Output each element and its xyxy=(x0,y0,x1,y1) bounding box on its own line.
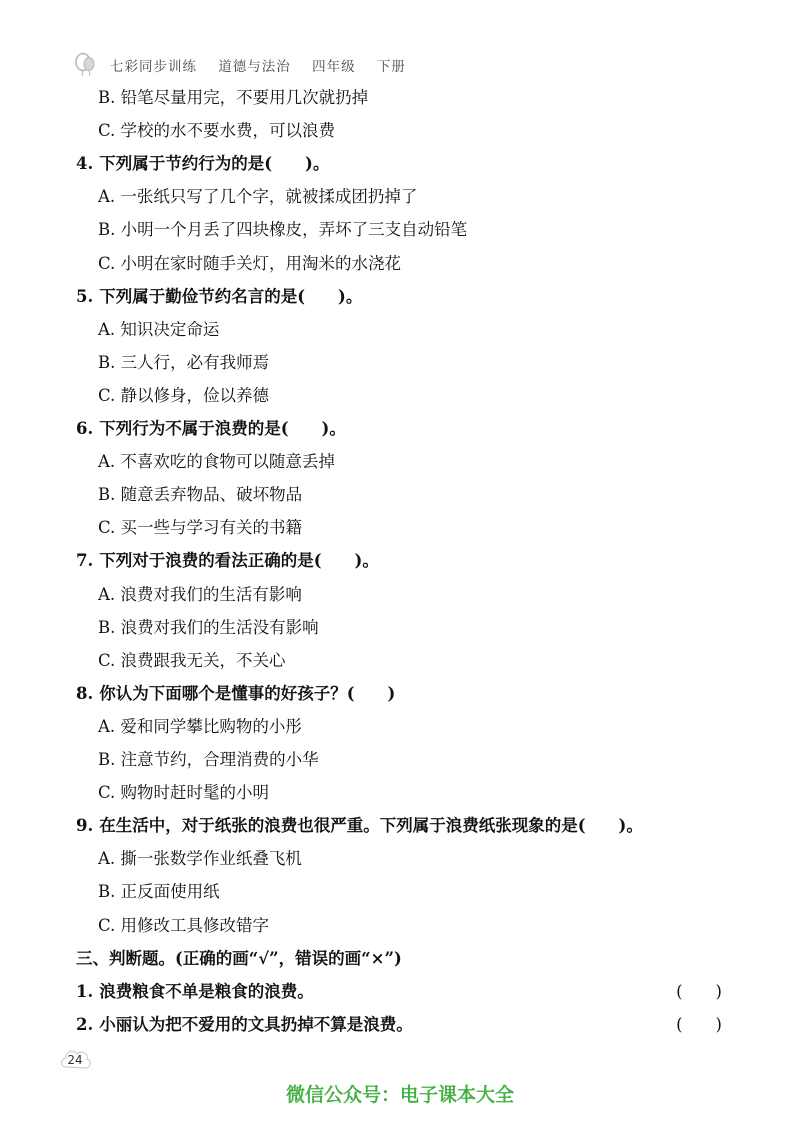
page-number: 24 xyxy=(67,1053,83,1067)
question-text: 下列属于节约行为的是( )。 xyxy=(99,154,330,174)
question-item xyxy=(76,1013,413,1037)
option-text: B. 浪费对我们的生活没有影响 xyxy=(98,617,319,637)
question-text: 在生活中，对于纸张的浪费也很严重。下列属于浪费纸张现象的是( )。 xyxy=(99,816,643,836)
header-grade: 四年级 xyxy=(312,59,356,75)
answer-option xyxy=(98,847,302,871)
answer-option xyxy=(98,781,269,805)
question-item xyxy=(76,814,643,838)
option-text: A. 浪费对我们的生活有影响 xyxy=(98,584,302,604)
answer-option xyxy=(98,649,286,673)
answer-option xyxy=(98,715,302,739)
answer-option xyxy=(98,119,335,143)
answer-option xyxy=(98,748,319,772)
answer-option xyxy=(98,185,417,209)
option-text: A. 撕一张数学作业纸叠飞机 xyxy=(98,849,302,869)
question-text: 小丽认为把不爱用的文具扔掉不算是浪费。 xyxy=(99,1014,413,1034)
question-number: 2. xyxy=(76,1014,94,1034)
page-number-badge xyxy=(58,1045,92,1075)
option-text: C. 学校的水不要水费，可以浪费 xyxy=(98,121,336,141)
question-number: 9. xyxy=(76,816,94,836)
option-text: C. 购物时赶时髦的小明 xyxy=(98,783,270,803)
question-text: 浪费粮食不单是粮食的浪费。 xyxy=(99,981,314,1001)
answer-blank[interactable]: ( ) xyxy=(676,1014,722,1034)
answer-option xyxy=(98,318,219,342)
question-item xyxy=(76,152,329,176)
question-item xyxy=(76,980,314,1004)
question-text: 你认为下面哪个是懂事的好孩子？( ) xyxy=(99,683,396,703)
answer-option xyxy=(98,516,302,540)
question-number: 1. xyxy=(76,981,94,1001)
answer-option xyxy=(98,880,220,904)
option-text: A. 一张纸只写了几个字，就被揉成团扔掉了 xyxy=(98,187,418,207)
question-text: 下列对于浪费的看法正确的是( )。 xyxy=(99,551,379,571)
option-text: C. 浪费跟我无关，不关心 xyxy=(98,650,286,670)
page-header xyxy=(72,50,422,80)
question-item xyxy=(76,417,346,441)
option-text: B. 三人行，必有我师焉 xyxy=(98,352,270,372)
header-title xyxy=(110,55,422,75)
answer-option xyxy=(98,483,302,507)
question-number: 8. xyxy=(76,683,94,703)
header-subject: 道德与法治 xyxy=(218,59,291,75)
option-text: A. 不喜欢吃的食物可以随意丢掉 xyxy=(98,452,335,472)
question-number: 6. xyxy=(76,419,94,438)
question-number: 4. xyxy=(76,154,94,174)
answer-option xyxy=(98,218,467,242)
option-text: B. 铅笔尽量用完，不要用几次就扔掉 xyxy=(98,88,369,107)
option-text: B. 随意丢弃物品、破坏物品 xyxy=(98,485,303,505)
question-number: 5. xyxy=(76,286,94,306)
footer-watermark: 微信公众号：电子课本大全 xyxy=(285,1084,514,1106)
option-text: B. 注意节约，合理消费的小华 xyxy=(98,750,319,769)
option-text: B. 正反面使用纸 xyxy=(98,882,220,902)
option-text: C. 买一些与学习有关的书籍 xyxy=(98,518,303,538)
question-text: 下列行为不属于浪费的是( )。 xyxy=(99,419,346,438)
option-text: A. 爱和同学攀比购物的小彤 xyxy=(98,716,302,736)
answer-option xyxy=(98,86,368,110)
option-text: C. 用修改工具修改错字 xyxy=(98,915,270,935)
answer-option xyxy=(98,252,401,276)
answer-option xyxy=(98,914,269,938)
question-item xyxy=(76,682,395,706)
header-volume: 下册 xyxy=(376,59,406,75)
question-text: 下列属于勤俭节约名言的是( )。 xyxy=(99,286,363,306)
question-item xyxy=(76,285,362,309)
answer-option xyxy=(98,351,269,375)
option-text: B. 小明一个月丢了四块橡皮，弄坏了三支自动铅笔 xyxy=(98,220,468,240)
option-text: C. 静以修身，俭以养德 xyxy=(98,385,270,405)
answer-blank[interactable]: ( ) xyxy=(676,981,722,1001)
answer-option xyxy=(98,450,335,474)
answer-option xyxy=(98,616,319,640)
section-title: 三、判断题。(正确的画“√”，错误的画“×”) xyxy=(76,948,402,968)
option-text: A. 知识决定命运 xyxy=(98,319,220,339)
question-item xyxy=(76,549,379,573)
question-number: 7. xyxy=(76,551,94,571)
answer-option xyxy=(98,384,269,408)
option-text: C. 小明在家时随手关灯，用淘米的水浇花 xyxy=(98,253,402,273)
balloon-logo-icon xyxy=(72,52,98,78)
header-series: 七彩同步训练 xyxy=(110,59,197,75)
section-heading xyxy=(76,947,402,971)
answer-option xyxy=(98,583,302,607)
